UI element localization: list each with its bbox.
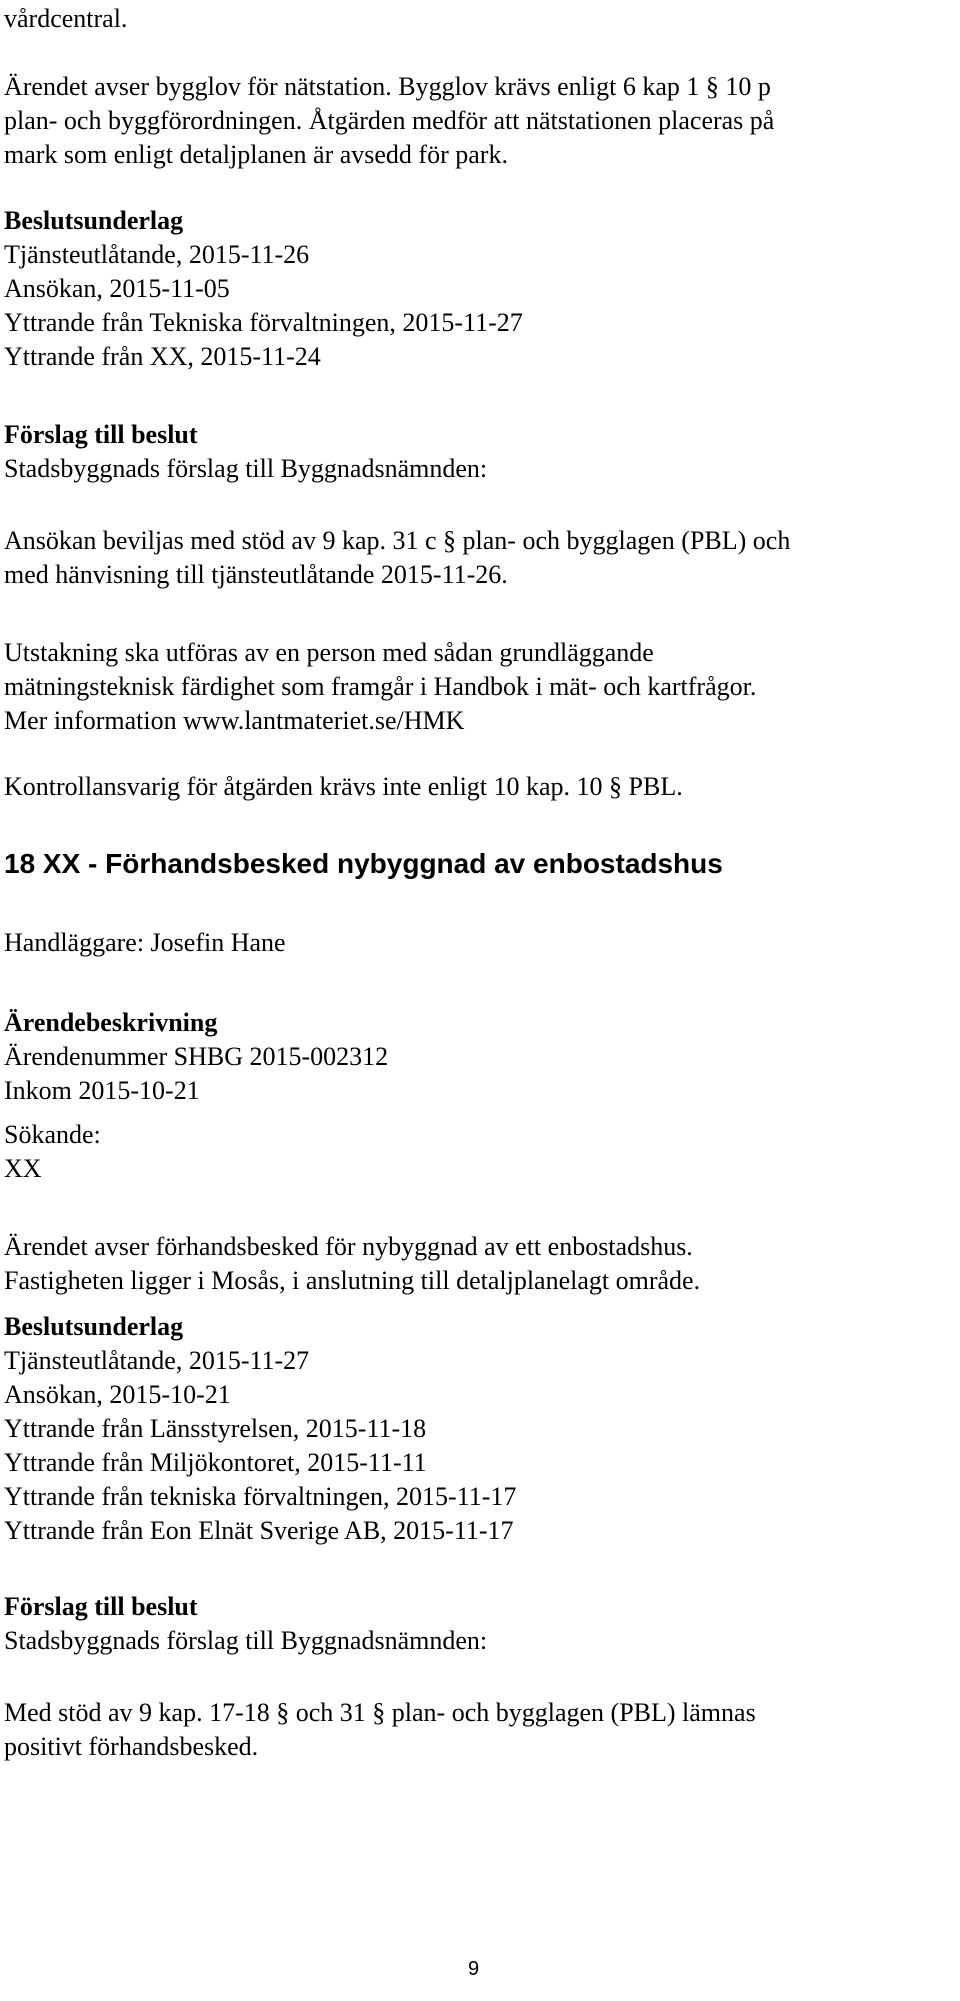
handlaggare	[4, 926, 286, 960]
utstakning-paragraph	[4, 636, 756, 738]
list-item: Tjänsteutlåtande, 2015-11-26	[4, 240, 310, 269]
forslag-section	[4, 1590, 487, 1658]
section-heading: Beslutsunderlag	[4, 1312, 184, 1341]
arende-paragraph	[4, 70, 774, 172]
paragraph-line: Mer information www.lantmateriet.se/HMK	[4, 706, 465, 735]
paragraph-line: mätningsteknisk färdighet som framgår i Handbok i mät- och kartfrågor.	[4, 672, 757, 701]
beslut-paragraph	[4, 1696, 756, 1764]
arendenummer: Ärendenummer SHBG 2015-002312	[4, 1042, 389, 1071]
text-fragment	[4, 2, 127, 36]
list-item: Tjänsteutlåtande, 2015-11-27	[4, 1346, 310, 1375]
forslag-section	[4, 418, 487, 486]
list-item: Yttrande från Länsstyrelsen, 2015-11-18	[4, 1414, 427, 1443]
beslutsunderlag-section	[4, 1310, 516, 1548]
list-item: Yttrande från tekniska förvaltningen, 2015-11-17	[4, 1482, 517, 1511]
list-item: Ansökan, 2015-10-21	[4, 1380, 231, 1409]
section-heading: Förslag till beslut	[4, 1592, 198, 1621]
paragraph-line: plan- och byggförordningen. Åtgärden medför att nätstationen placeras på	[4, 106, 775, 135]
inkom-date: Inkom 2015-10-21	[4, 1076, 200, 1105]
handlaggare-text: Handläggare: Josefin Hane	[4, 928, 286, 957]
list-item: Yttrande från Miljökontoret, 2015-11-11	[4, 1448, 427, 1477]
paragraph-line: Ärendet avser bygglov för nätstation. Bygglov krävs enligt 6 kap 1 § 10 p	[4, 72, 771, 101]
section-heading: Ärendebeskrivning	[4, 1008, 218, 1037]
beslut-paragraph	[4, 524, 790, 592]
section-heading: Förslag till beslut	[4, 420, 198, 449]
paragraph-line: med hänvisning till tjänsteutlåtande 2015-11-26.	[4, 560, 508, 589]
forslag-intro: Stadsbyggnads förslag till Byggnadsnämnden:	[4, 454, 488, 483]
section-heading: Beslutsunderlag	[4, 206, 184, 235]
beskrivning-paragraph	[4, 1230, 700, 1298]
forslag-intro: Stadsbyggnads förslag till Byggnadsnämnden:	[4, 1626, 488, 1655]
paragraph-line: Fastigheten ligger i Mosås, i anslutning till detaljplanelagt område.	[4, 1266, 701, 1295]
list-item: Ansökan, 2015-11-05	[4, 274, 230, 303]
paragraph-line: Kontrollansvarig för åtgärden krävs inte enligt 10 kap. 10 § PBL.	[4, 772, 683, 801]
beslutsunderlag-section	[4, 204, 523, 374]
page-number: 9	[468, 1958, 480, 1980]
sokande-section	[4, 1118, 101, 1186]
list-item: Yttrande från Tekniska förvaltningen, 2015-11-27	[4, 308, 523, 337]
case-title: 18 XX - Förhandsbesked nybyggnad av enbostadshus	[4, 848, 723, 879]
kontrollansvarig-paragraph	[4, 770, 683, 804]
paragraph-line: mark som enligt detaljplanen är avsedd för park.	[4, 140, 508, 169]
list-item: Yttrande från Eon Elnät Sverige AB, 2015-11-17	[4, 1516, 514, 1545]
sokande-value: XX	[4, 1154, 42, 1183]
paragraph-line: Ansökan beviljas med stöd av 9 kap. 31 c § plan- och bygglagen (PBL) och	[4, 526, 791, 555]
paragraph-line: vårdcentral.	[4, 4, 128, 33]
paragraph-line: Utstakning ska utföras av en person med sådan grundläggande	[4, 638, 654, 667]
paragraph-line: positivt förhandsbesked.	[4, 1732, 259, 1761]
list-item: Yttrande från XX, 2015-11-24	[4, 342, 321, 371]
arendebeskrivning-section	[4, 1006, 388, 1108]
paragraph-line: Med stöd av 9 kap. 17-18 § och 31 § plan- och bygglagen (PBL) lämnas	[4, 1698, 756, 1727]
paragraph-line: Ärendet avser förhandsbesked för nybyggnad av ett enbostadshus.	[4, 1232, 693, 1261]
sokande-label: Sökande:	[4, 1120, 101, 1149]
